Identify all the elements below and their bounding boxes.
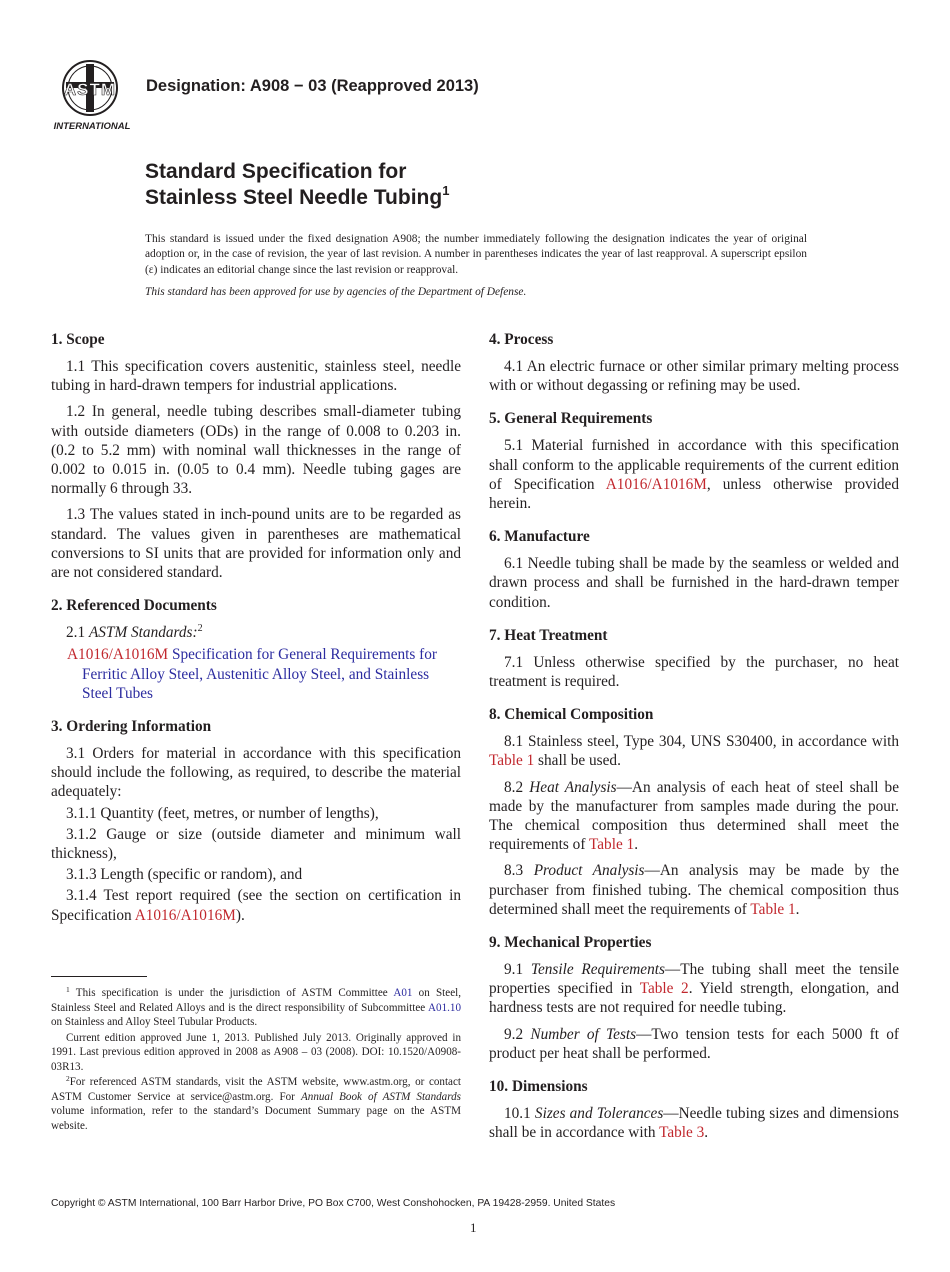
copyright-notice: Copyright © ASTM International, 100 Barr Harbor Drive, PO Box C700, West Conshohocken, PA 19428-2959. United States — [51, 1198, 616, 1209]
paragraph: 8.3 Product Analysis—An analysis may be made by the purchaser from finished tubing. The chemical composition thus determined shall meet the requirements of Table 1. — [489, 862, 899, 918]
spec-link[interactable]: A1016/A1016M — [134, 906, 236, 924]
page-number: 1 — [470, 1220, 477, 1235]
astm-logo-graphic — [52, 58, 136, 132]
section-heading: 7. Heat Treatment — [489, 626, 608, 644]
section-heading: 8. Chemical Composition — [489, 706, 654, 724]
table-link[interactable]: Table 1 — [750, 900, 796, 918]
footnote-divider — [51, 976, 147, 977]
astm-logo — [52, 58, 136, 132]
footnote-1-approval: Current edition approved June 1, 2013. Published July 2013. Originally approved in 1991. Last previous edition approved in 2008 as A908 – 03 (2008). DOI: 10.1520/A0908-03R13. — [51, 1031, 461, 1073]
astm-standards-label: 2.1 ASTM Standards:$^2$ — [66, 623, 203, 642]
paragraph: 3.1.4 Test report required (see the section on certification in Specification A1016/A1016M). — [51, 887, 461, 924]
section-chemical-composition — [489, 705, 899, 919]
section-manufacture — [489, 527, 899, 612]
paragraph: 1.3 The values stated in inch-pound units are to be regarded as standard. The values given in parentheses are mathematical conversions to SI units that are provided for information only and are not considered standard. — [51, 506, 461, 582]
committee-link[interactable]: A01 — [393, 987, 413, 999]
paragraph: 5.1 Material furnished in accordance with this specification shall conform to the applicable requirements of the current edition of Specification A1016/A1016M, unless otherwise provided herein. — [489, 437, 899, 513]
title-line-1: Standard Specification for — [145, 160, 407, 183]
paragraph: 3.1.3 Length (specific or random), and — [66, 866, 303, 884]
paragraph: 1.1 This specification covers austenitic, stainless steel, needle tubing in hard-drawn tempers for industrial applications. — [51, 358, 461, 395]
title-line-2-text: Stainless Steel Needle Tubing — [145, 186, 443, 209]
section-heading: 6. Manufacture — [489, 528, 590, 546]
footnote-ref: 2 — [197, 623, 203, 635]
reference-code-link[interactable]: A1016/A1016M — [67, 646, 169, 664]
right-column — [489, 330, 899, 1156]
paragraph: 3.1 Orders for material in accordance with this specification should include the following, as required, to describe the material adequately: — [51, 745, 461, 801]
section-mechanical-properties — [489, 933, 899, 1063]
section-heading: 2. Referenced Documents — [51, 597, 217, 615]
intro-note — [145, 232, 807, 278]
section-general-requirements — [489, 409, 899, 513]
table-link[interactable]: Table 2 — [639, 980, 689, 998]
paragraph: 9.2 Number of Tests—Two tension tests for each 5000 ft of product per heat shall be performed. — [489, 1025, 899, 1062]
paragraph: 6.1 Needle tubing shall be made by the seamless or welded and drawn process and shall be furnished in the hard-drawn temper condition. — [489, 555, 899, 611]
footnotes — [51, 986, 461, 1134]
footnote-2: $^2$For referenced ASTM standards, visit the ASTM website, www.astm.org, or contact ASTM Customer Service at service@astm.org. For Annual Book of ASTM Standards volume information, refer to the standard’s Document Summary page on the ASTM website. — [51, 1074, 462, 1132]
reference-title-link[interactable]: Specification for General Requirements for Ferritic Alloy Steel, Austenitic Alloy Steel, and Stainless Steel Tubes — [82, 646, 438, 702]
logo-subtext: INTERNATIONAL — [53, 121, 131, 132]
paragraph: 8.2 Heat Analysis—An analysis of each heat of steel shall be made by the manufacturer from samples made during the pour. The chemical composition thus determined shall meet the requirements of Table 1. — [489, 778, 899, 854]
logo-lettering: ASTM — [63, 80, 117, 99]
section-heat-treatment — [489, 626, 899, 691]
paragraph: 10.1 Sizes and Tolerances—Needle tubing sizes and dimensions shall be in accordance with Table 3. — [489, 1105, 900, 1142]
spec-link[interactable]: A1016/A1016M — [605, 475, 707, 493]
title-line-2 — [145, 185, 449, 211]
section-heading: 10. Dimensions — [489, 1078, 588, 1096]
paragraph: 1.2 In general, needle tubing describes small-diameter tubing with outside diameters (ODs) in the range of 0.008 to 0.203 in. (0.2 to 5.2 mm) with nominal wall thicknesses in the range of 0.002 to 0.015 in. (0.05 to 0.4 mm). Needle tubing gages are normally 6 through 33. — [51, 403, 461, 498]
table-link[interactable]: Table 3 — [659, 1124, 705, 1142]
reference-entry — [51, 645, 461, 703]
table-link[interactable]: Table 1 — [489, 752, 535, 770]
document-title — [145, 159, 449, 211]
designation: Designation: A908 − 03 (Reapproved 2013) — [146, 77, 479, 95]
paragraph: 8.1 Stainless steel, Type 304, UNS S30400, in accordance with Table 1 shall be used. — [489, 733, 899, 770]
paragraph: 3.1.1 Quantity (feet, metres, or number of lengths), — [66, 804, 379, 822]
section-heading: 1. Scope — [51, 331, 105, 348]
paragraph: 9.1 Tensile Requirements—The tubing shall meet the tensile properties specified in Table 2. Yield strength, elongation, and hardness tests are not required for needle tubing. — [489, 961, 899, 1017]
section-process — [489, 330, 899, 395]
section-scope — [51, 330, 461, 582]
section-heading: 3. Ordering Information — [51, 718, 212, 736]
paragraph: 7.1 Unless otherwise specified by the purchaser, no heat treatment is required. — [489, 653, 899, 691]
issued-note: This standard is issued under the fixed designation A908; the number immediately following the designation indicates the year of original adoption or, in the case of revision, the year of last revision. A number in parentheses indicates the year of last reapproval. A superscript epsilon (ε) indicates an editorial change since the last revision or reapproval. — [145, 233, 807, 276]
section-heading: 4. Process — [489, 331, 554, 348]
dod-approval-note: This standard has been approved for use by agencies of the Department of Defense. — [145, 286, 527, 298]
paragraph: 4.1 An electric furnace or other similar primary melting process with or without degassing or refining may be used. — [489, 358, 899, 395]
section-heading: 9. Mechanical Properties — [489, 934, 652, 952]
section-ordering-information — [51, 717, 461, 925]
paragraph: 3.1.2 Gauge or size (outside diameter and minimum wall thickness), — [51, 825, 461, 863]
subcommittee-link[interactable]: A01.10 — [428, 1001, 461, 1014]
table-link[interactable]: Table 1 — [588, 836, 635, 854]
left-column — [51, 330, 461, 939]
footnote-1: $^1$ This specification is under the jurisdiction of ASTM Committee A01 on Steel, Stainless Steel and Related Alloys and is the direct responsibility of Subcommittee A01.10 on Stainless and Alloy Steel Tubular Products. — [51, 985, 461, 1028]
section-referenced-documents — [51, 596, 461, 703]
title-footnote-ref: 1 — [442, 183, 450, 198]
section-dimensions — [489, 1077, 899, 1142]
section-heading: 5. General Requirements — [489, 410, 653, 428]
